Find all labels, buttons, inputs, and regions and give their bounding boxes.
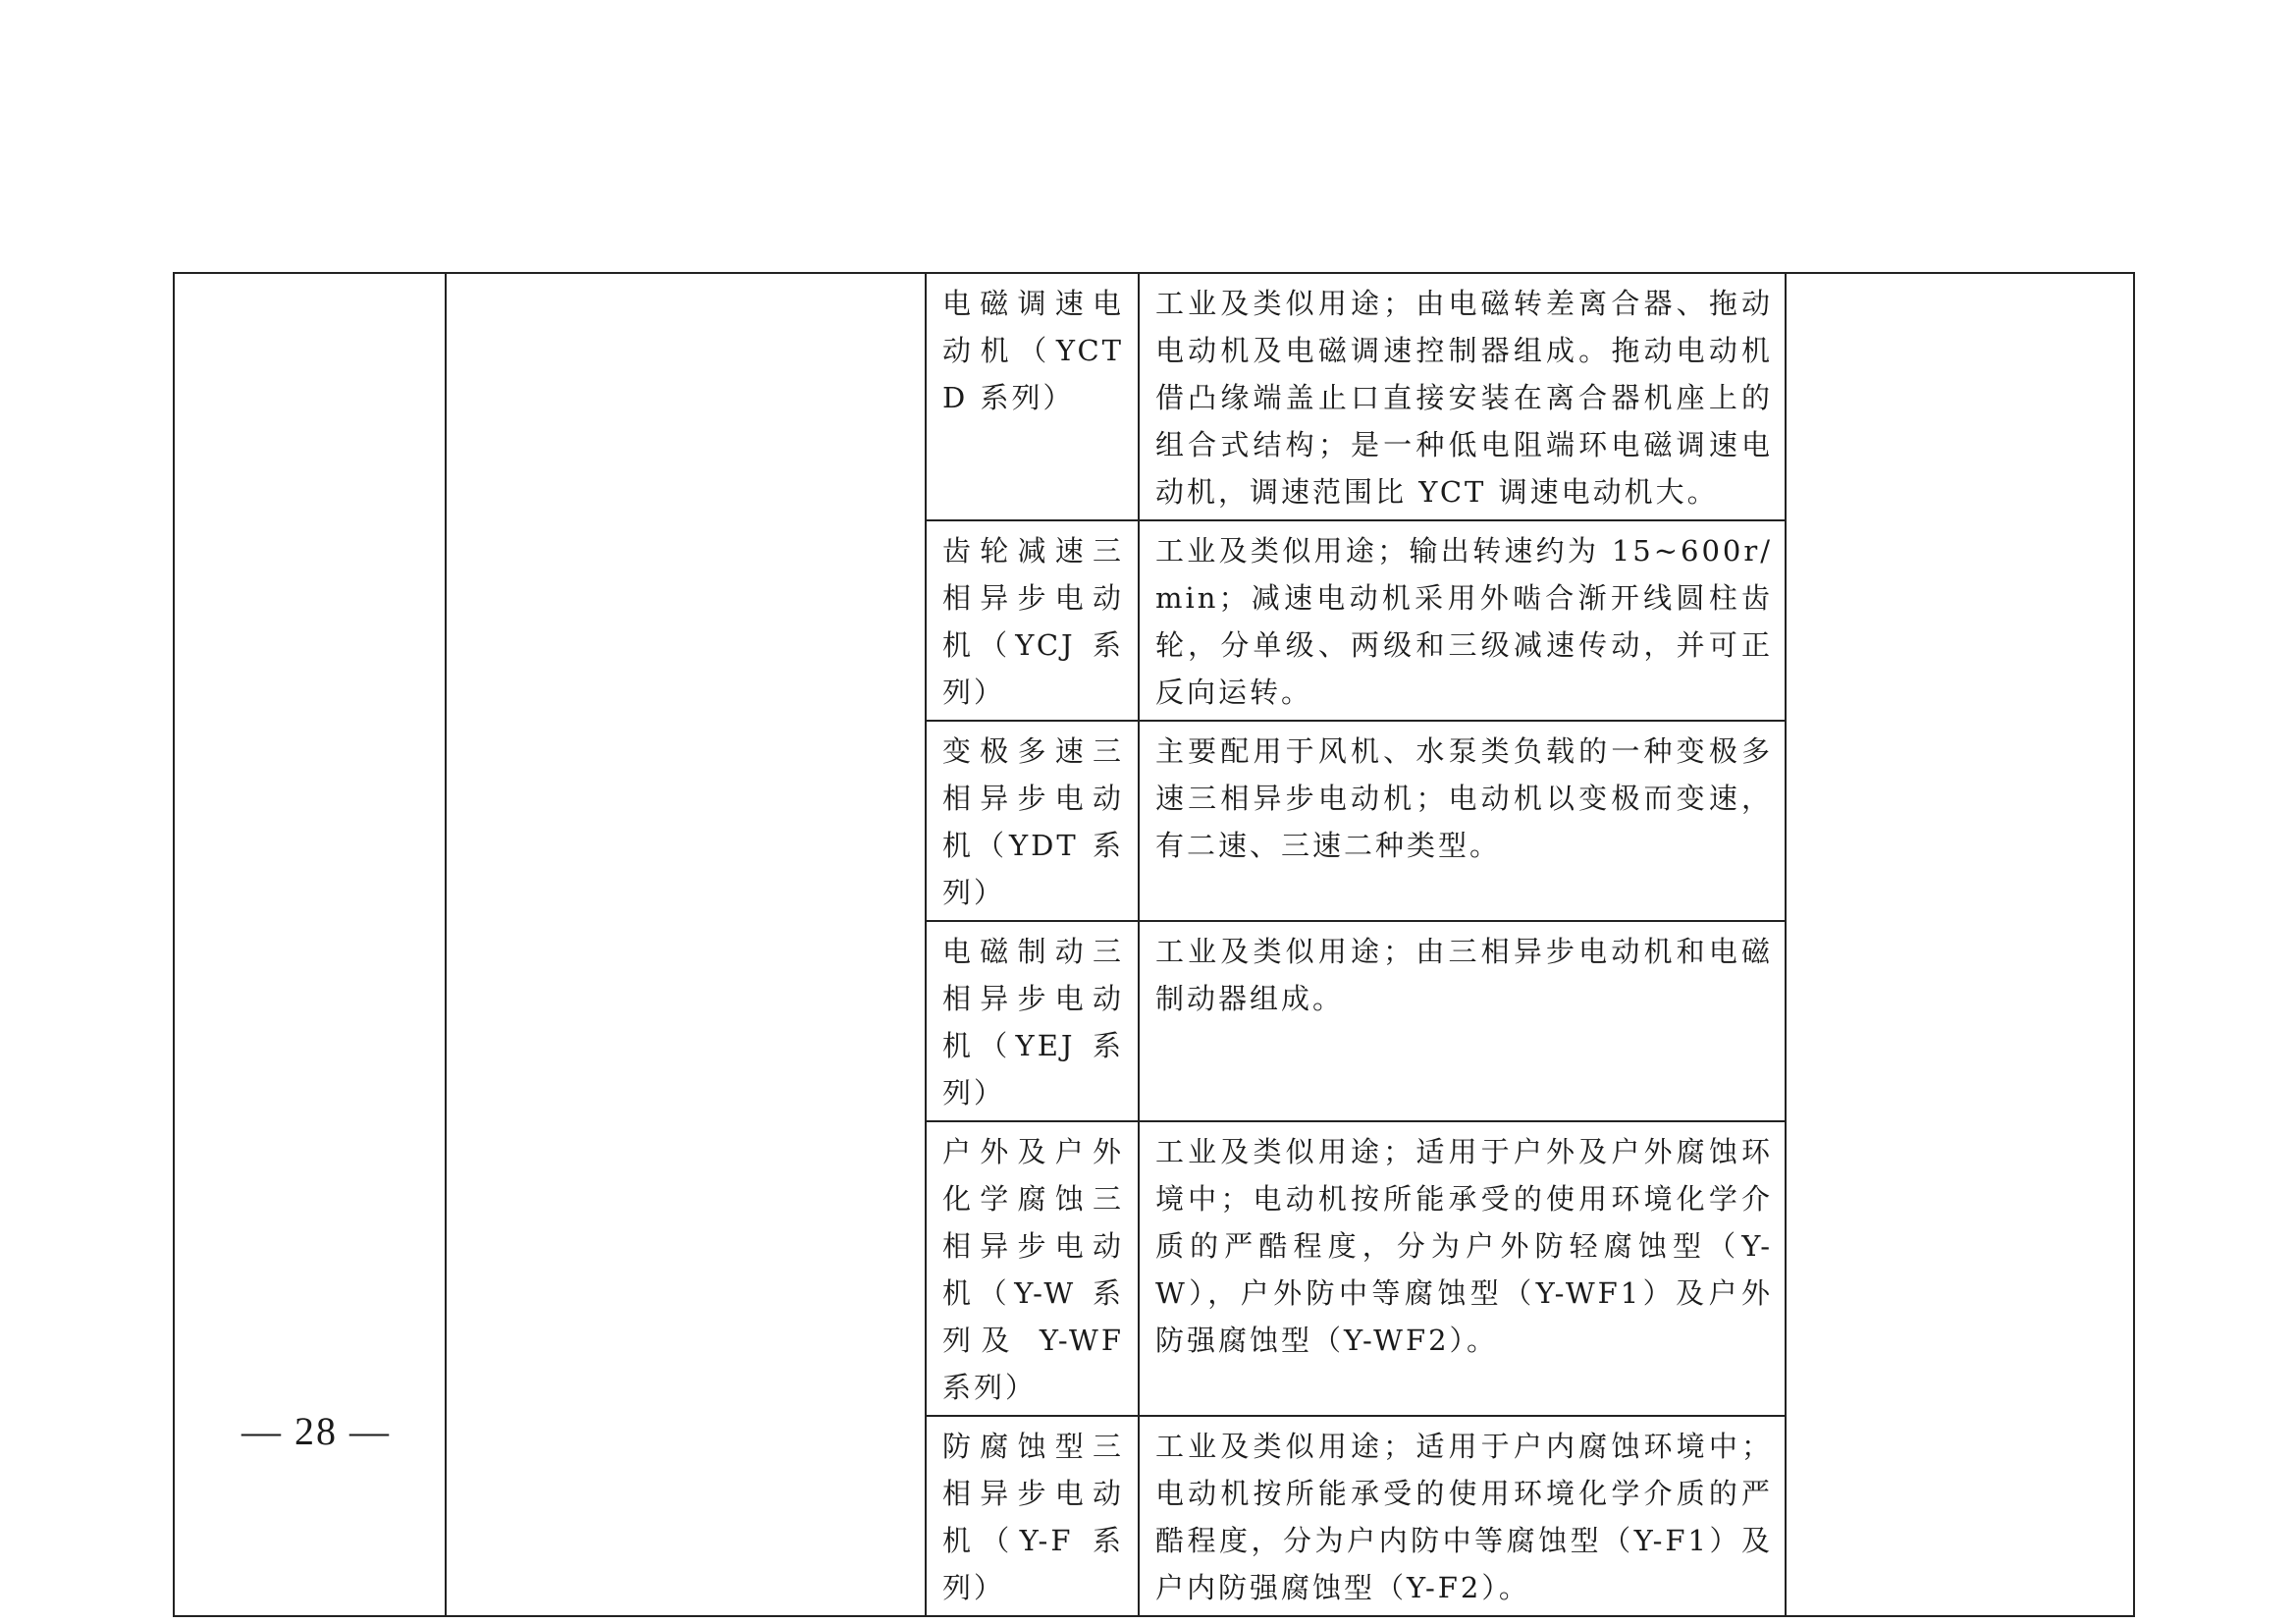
product-name-cell [926, 1416, 1139, 1616]
product-description: 工业及类似用途；适用于户外及户外腐蚀环境中；电动机按所能承受的使用环境化学介质的严酷程度，分为户外防轻腐蚀型（Y-W），户外防中等腐蚀型（Y-WF1）及户外防强腐蚀型（Y-WF2）。 [1155, 1135, 1773, 1357]
empty-cell-col-2 [446, 273, 926, 1616]
product-name: 防腐蚀型三相异步电动机（Y-F 系列） [942, 1430, 1124, 1604]
product-name: 电磁调速电动机（YCTD 系列） [942, 287, 1124, 414]
product-description: 工业及类似用途；适用于户内腐蚀环境中；电动机按所能承受的使用环境化学介质的严酷程度，分为户内防中等腐蚀型（Y-F1）及户内防强腐蚀型（Y-F2）。 [1155, 1430, 1773, 1604]
page-number: — 28 — [241, 1409, 391, 1453]
product-name-cell [926, 1121, 1139, 1416]
product-table [173, 272, 2135, 1617]
product-name: 齿轮减速三相异步电动机（YCJ 系列） [942, 534, 1124, 709]
product-description: 工业及类似用途；输出转速约为 15~600r/min；减速电动机采用外啮合渐开线圆柱齿轮，分单级、两级和三级减速传动，并可正反向运转。 [1155, 534, 1773, 709]
product-description: 工业及类似用途；由三相异步电动机和电磁制动器组成。 [1155, 935, 1773, 1015]
product-desc-cell [1139, 921, 1786, 1121]
table-row [174, 273, 2134, 520]
product-name: 电磁制动三相异步电动机（YEJ 系列） [942, 935, 1124, 1110]
product-name-cell [926, 273, 1139, 520]
product-desc-cell [1139, 1416, 1786, 1616]
product-name-cell [926, 921, 1139, 1121]
product-name-cell [926, 520, 1139, 721]
product-name-cell [926, 721, 1139, 921]
product-desc-cell [1139, 520, 1786, 721]
product-desc-cell [1139, 1121, 1786, 1416]
product-desc-cell [1139, 273, 1786, 520]
product-name: 变极多速三相异步电动机（YDT 系列） [942, 734, 1124, 909]
empty-cell-col-5 [1786, 273, 2134, 1616]
product-description: 主要配用于风机、水泵类负载的一种变极多速三相异步电动机；电动机以变极而变速，有二速、三速二种类型。 [1155, 734, 1773, 862]
product-desc-cell [1139, 721, 1786, 921]
product-description: 工业及类似用途；由电磁转差离合器、拖动电动机及电磁调速控制器组成。拖动电动机借凸缘端盖止口直接安装在离合器机座上的组合式结构；是一种低电阻端环电磁调速电动机，调速范围比 YCT 调速电动机大。 [1155, 287, 1773, 509]
product-name: 户外及户外化学腐蚀三相异步电动机（Y-W 系列及 Y-WF 系列） [942, 1135, 1124, 1404]
